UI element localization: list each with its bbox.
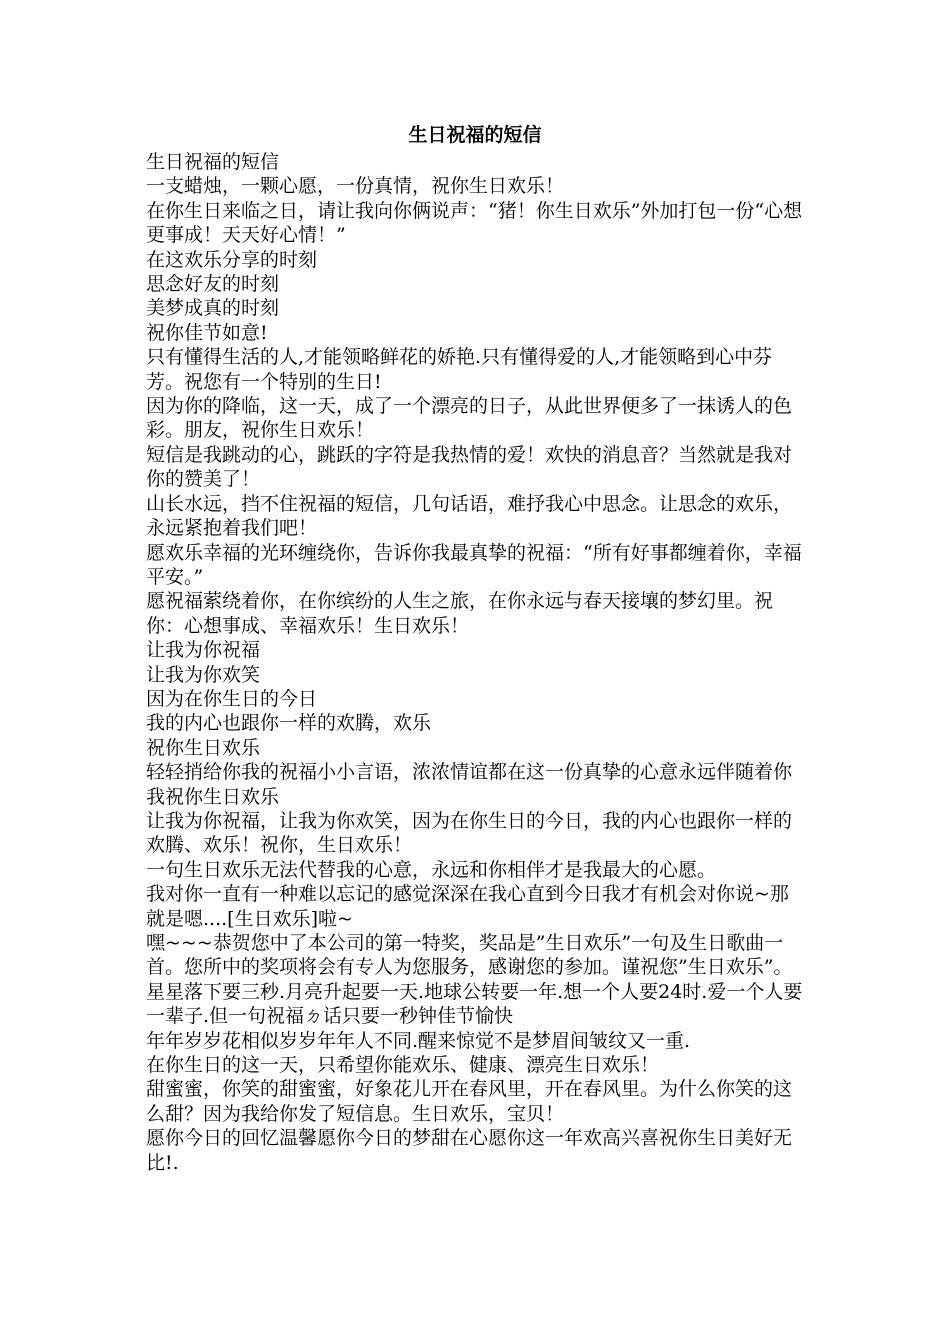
paragraph: 星星落下要三秒.月亮升起要一天.地球公转要一年.想一个人要24时.爱一个人要一辈子.但一句祝福ㄉ话只要一秒钟佳节愉快: [146, 980, 803, 1028]
paragraph: 短信是我跳动的心，跳跃的字符是我热情的爱！欢快的消息音？当然就是我对你的赞美了！: [146, 443, 793, 491]
paragraph: 年年岁岁花相似岁岁年年人不同.醒来惊觉不是梦眉间皱纹又一重.: [146, 1029, 691, 1052]
paragraph: 嘿~~~恭贺您中了本公司的第一特奖，奖品是”生日欢乐”一句及生日歌曲一首。您所中的奖项将会有专人为您服务，感谢您的参加。谨祝您”生日欢乐”。: [146, 932, 793, 979]
page-title: 生日祝福的短信: [408, 124, 542, 146]
paragraph: 让我为你欢笑: [146, 663, 261, 686]
paragraph: 只有懂得生活的人,才能领略鲜花的娇艳.只有懂得爱的人,才能领略到心中芬芳。祝您有一个特别的生日!: [146, 346, 773, 393]
paragraph: 在你生日来临之日，请让我向你俩说声：“猪！你生日欢乐”外加打包一份“心想更事成！天天好心情！”: [146, 199, 803, 247]
paragraph: 思念好友的时刻: [146, 273, 280, 296]
paragraph: 愿欢乐幸福的光环缠绕你，告诉你我最真挚的祝福：“所有好事都缠着你，幸福平安。”: [146, 541, 802, 588]
paragraph: 甜蜜蜜，你笑的甜蜜蜜，好象花儿开在春风里，开在春风里。为什么你笑的这么甜？因为我给你发了短信息。生日欢乐，宝贝！: [146, 1078, 793, 1125]
paragraph: 愿你今日的回忆温馨愿你今日的梦甜在心愿你这一年欢高兴喜祝你生日美好无比!.: [146, 1127, 793, 1174]
paragraph: 让我为你祝福: [146, 639, 261, 662]
paragraph: 美梦成真的时刻: [146, 297, 280, 320]
paragraph: 山长水远，挡不住祝福的短信，几句话语，难抒我心中思念。让思念的欢乐，永远紧抱着我们吧！: [146, 492, 793, 540]
paragraph: 在这欢乐分享的时刻: [146, 248, 318, 271]
paragraph: 生日祝福的短信: [146, 151, 280, 173]
paragraph: 让我为你祝福，让我为你欢笑，因为在你生日的今日，我的内心也跟你一样的欢腾、欢乐！祝你，生日欢乐！: [146, 809, 793, 857]
paragraph: 我的内心也跟你一样的欢腾，欢乐: [146, 712, 432, 735]
paragraph: 祝你佳节如意!: [146, 321, 268, 344]
paragraph: 愿祝福萦绕着你，在你缤纷的人生之旅，在你永远与春天接壤的梦幻里。祝你：心想事成、幸福欢乐！生日欢乐！: [146, 590, 774, 637]
paragraph: 在你生日的这一天，只希望你能欢乐、健康、漂亮生日欢乐！: [146, 1054, 660, 1077]
document-body: [146, 150, 806, 1175]
paragraph: 一支蜡烛，一颗心愿，一份真情，祝你生日欢乐！: [146, 175, 565, 198]
paragraph: 一句生日欢乐无法代替我的心意，永远和你相伴才是我最大的心愿。: [146, 858, 717, 881]
paragraph: 我对你一直有一种难以忘记的感觉深深在我心直到今日我才有机会对你说~那就是嗯....[生日欢乐]啦~: [146, 883, 789, 930]
paragraph: 因为在你生日的今日: [146, 687, 318, 710]
paragraph: 因为你的降临，这一天，成了一个漂亮的日子，从此世界便多了一抹诱人的色彩。朋友，祝你生日欢乐！: [146, 395, 793, 442]
paragraph: 轻轻捎给你我的祝福小小言语，浓浓情谊都在这一份真挚的心意永远伴随着你我祝你生日欢乐: [146, 761, 793, 808]
paragraph: 祝你生日欢乐: [146, 736, 261, 759]
